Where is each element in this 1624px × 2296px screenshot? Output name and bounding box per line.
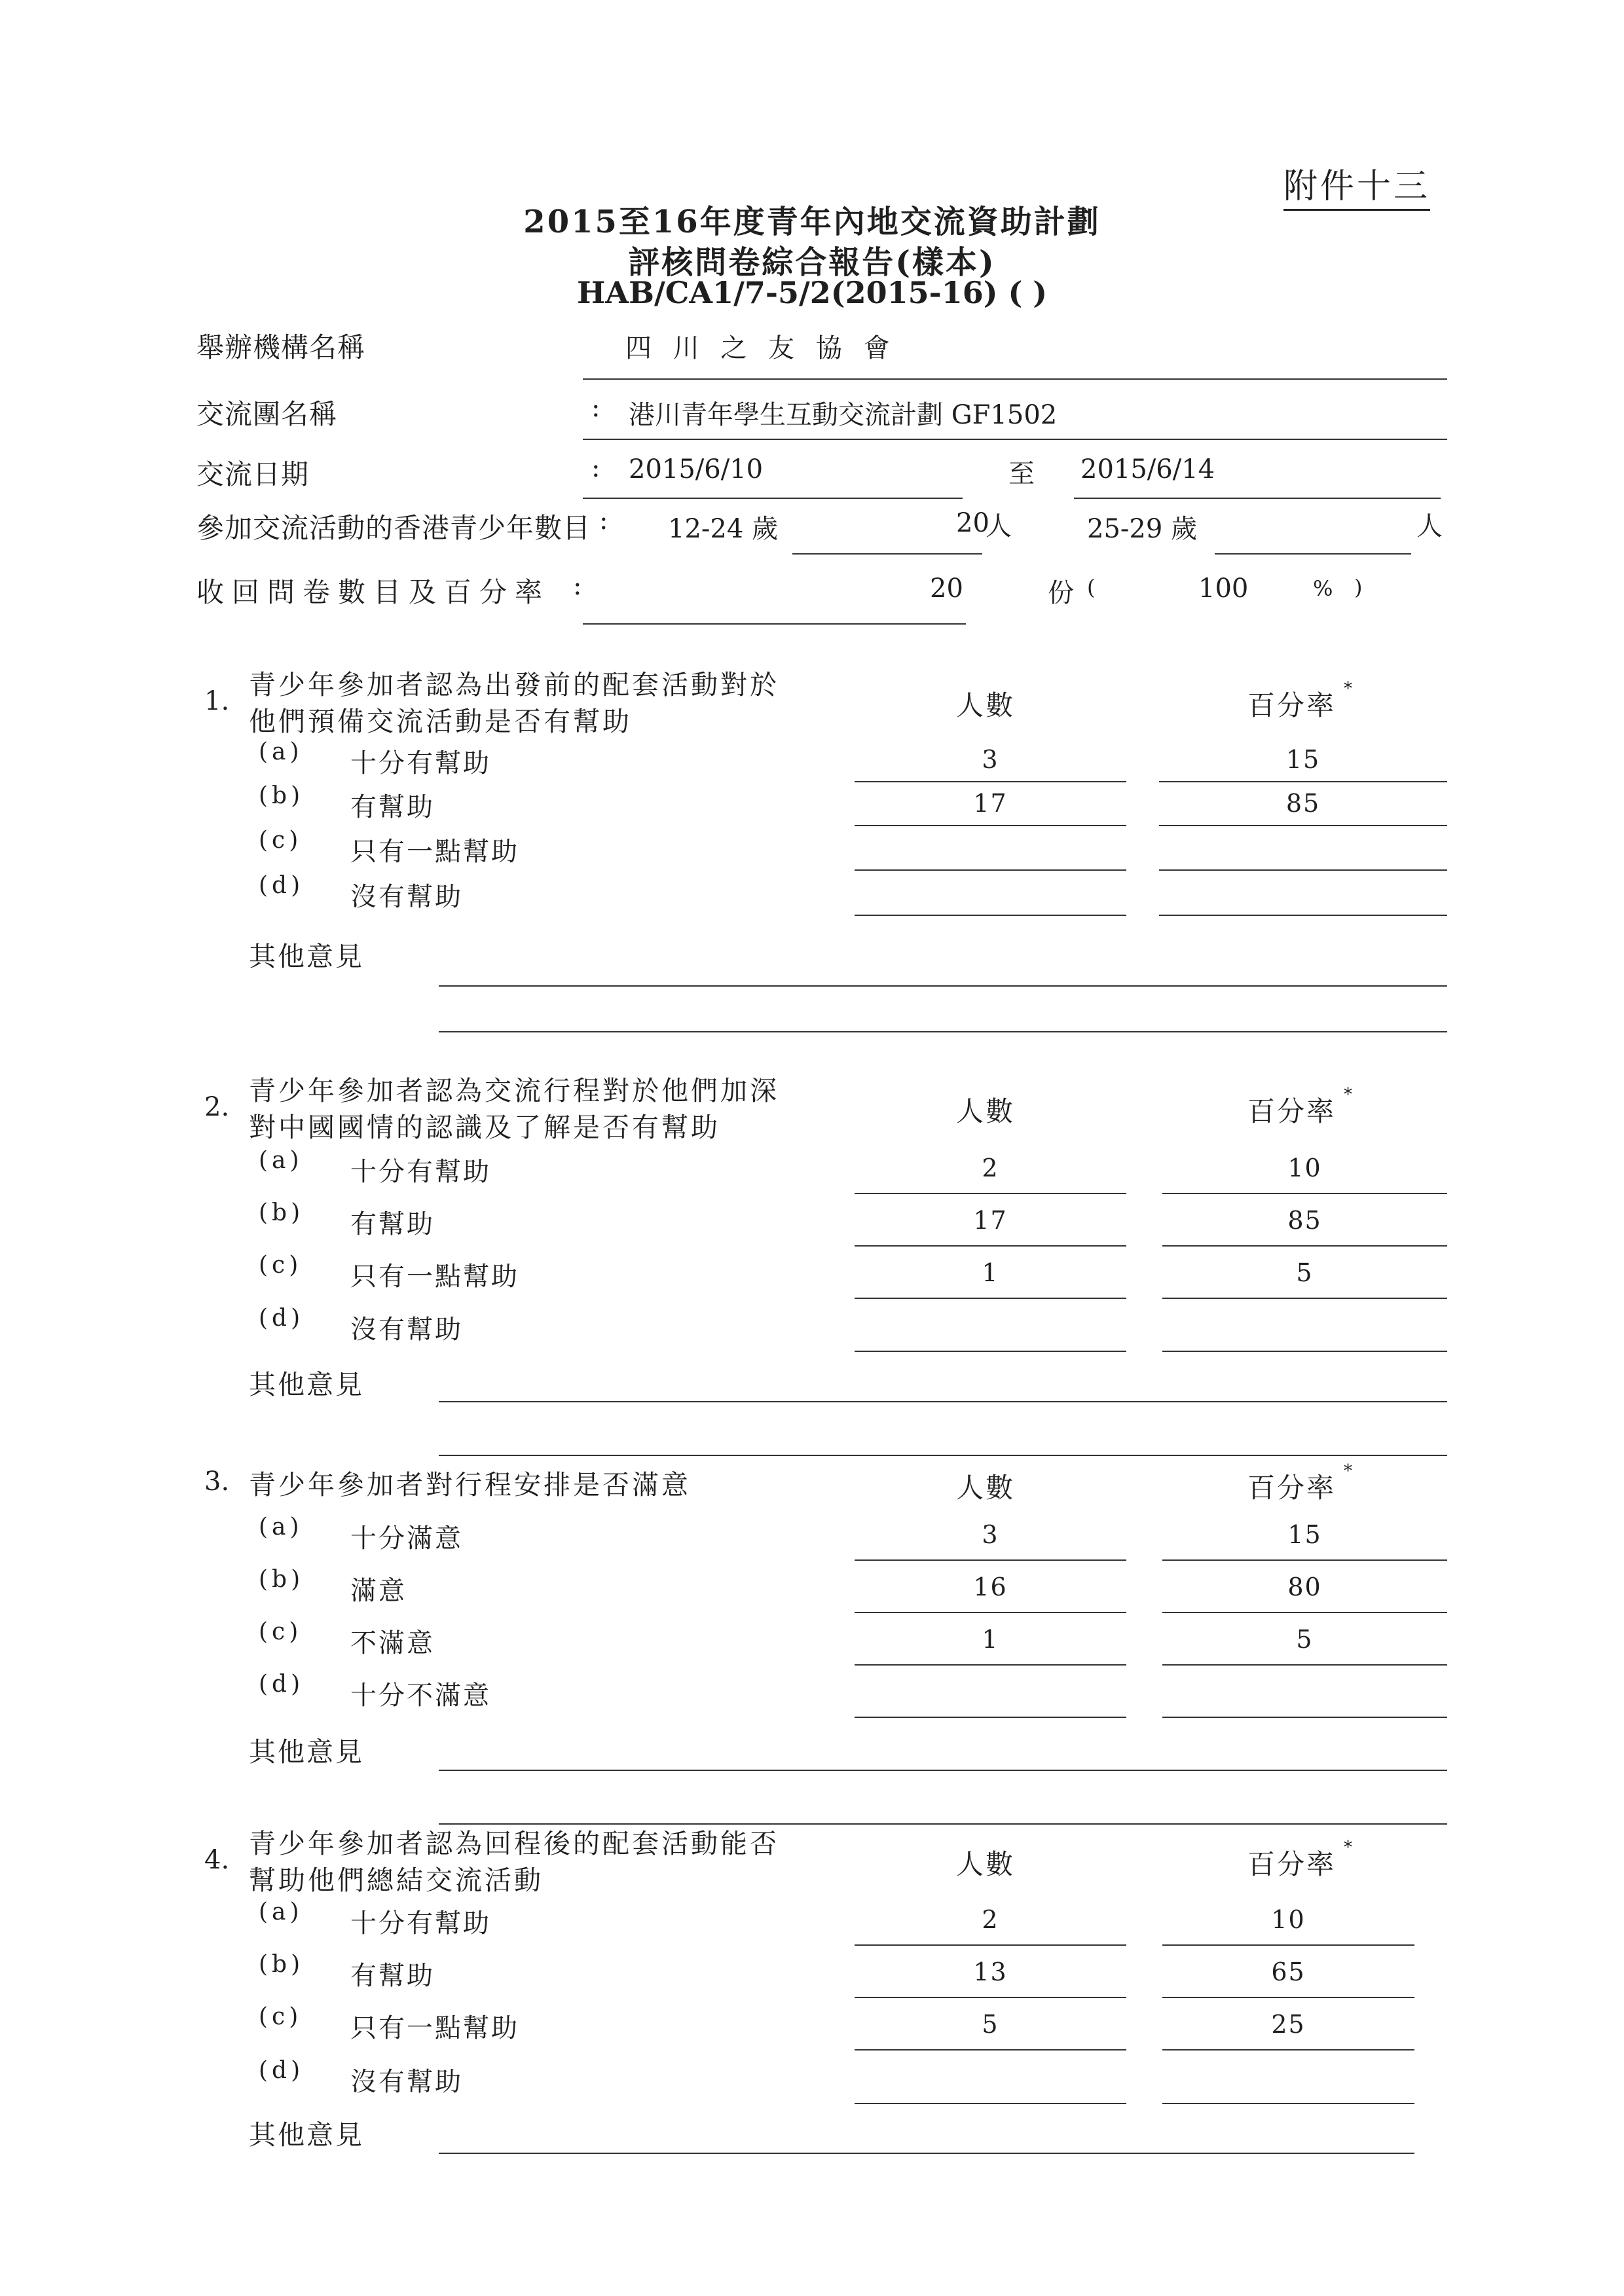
question-4-option-d-text: 沒有幫助 <box>350 2067 463 2097</box>
question-2-text-line-2: 對中國國情的認識及了解是否有幫助 <box>249 1112 720 1143</box>
question-1-percent-asterisk: * <box>1344 679 1354 699</box>
returned-unit: 份 <box>1048 578 1074 608</box>
question-4-option-b-count: 13 <box>973 1958 1008 1986</box>
question-1-option-a-percent-underline <box>1159 781 1447 782</box>
question-3-option-b-count-underline <box>855 1612 1126 1613</box>
annex-label: 附件十三 <box>1283 158 1430 211</box>
question-1-option-d-count-underline <box>855 915 1126 916</box>
question-1-option-b-text: 有幫助 <box>350 792 435 822</box>
question-2-option-b-text: 有幫助 <box>350 1209 435 1239</box>
question-2-other-comments-label: 其他意見 <box>249 1369 364 1400</box>
question-1-option-a-count-underline <box>855 781 1126 782</box>
participants-colon: : <box>599 505 608 536</box>
question-3-option-a-count-underline <box>855 1559 1126 1561</box>
question-1-option-b-percent: 85 <box>1285 789 1321 818</box>
question-3-option-a-count: 3 <box>982 1520 999 1549</box>
question-1-text-line-1: 青少年參加者認為出發前的配套活動對於 <box>249 669 779 701</box>
age-group-2-underline <box>1215 553 1411 555</box>
question-2-option-d-count-underline <box>855 1351 1126 1352</box>
question-3-option-c-count: 1 <box>982 1625 999 1654</box>
question-2-other-comments-line-2 <box>439 1455 1447 1456</box>
question-3-option-b-percent-underline <box>1162 1612 1447 1613</box>
question-1-other-comments-line-2 <box>439 1031 1447 1032</box>
question-3-option-a-label: (a) <box>259 1514 303 1540</box>
question-4-option-b-percent: 65 <box>1271 1958 1306 1986</box>
question-4-option-a-percent: 10 <box>1271 1905 1306 1934</box>
group-label: 交流團名稱 <box>196 398 338 430</box>
question-4-option-a-percent-underline <box>1162 1944 1414 1946</box>
question-2-option-c-count-underline <box>855 1298 1126 1299</box>
question-2-option-c-count: 1 <box>982 1258 999 1287</box>
group-value: 港川青年學生互動交流計劃 GF1502 <box>629 400 1058 430</box>
question-3-option-d-text: 十分不滿意 <box>350 1681 491 1711</box>
question-3-option-c-percent: 5 <box>1296 1625 1314 1654</box>
date-to: 2015/6/14 <box>1080 454 1215 484</box>
question-1-option-c-percent-underline <box>1159 869 1447 871</box>
question-4-option-d-label: (d) <box>259 2057 304 2084</box>
question-3-option-b-label: (b) <box>259 1566 304 1593</box>
title-line-1: 2015至16年度青年內地交流資助計劃 <box>523 204 1101 240</box>
question-1-count-header: 人數 <box>956 689 1016 721</box>
question-2-option-a-count-underline <box>855 1193 1126 1194</box>
question-4-option-c-count: 5 <box>982 2010 999 2039</box>
date-to-word: 至 <box>1008 459 1035 489</box>
question-2-other-comments-line-1 <box>439 1401 1447 1402</box>
question-3-text-line-1: 青少年參加者對行程安排是否滿意 <box>249 1469 691 1501</box>
question-3-option-d-percent-underline <box>1162 1717 1447 1718</box>
question-3-option-a-text: 十分滿意 <box>350 1523 463 1554</box>
question-2-option-a-text: 十分有幫助 <box>350 1157 491 1187</box>
question-2-number: 2. <box>204 1092 230 1122</box>
question-4-percent-asterisk: * <box>1344 1838 1354 1857</box>
question-2-option-d-text: 沒有幫助 <box>350 1315 463 1345</box>
age-group-2: 25-29 歲 <box>1087 514 1198 544</box>
question-2-option-c-label: (c) <box>259 1252 303 1279</box>
question-2-option-b-label: (b) <box>259 1199 304 1226</box>
question-1-option-c-count-underline <box>855 869 1126 871</box>
question-2-option-a-count: 2 <box>982 1154 999 1182</box>
question-3-option-a-percent: 15 <box>1287 1520 1322 1549</box>
question-2-text-line-1: 青少年參加者認為交流行程對於他們加深 <box>249 1075 779 1106</box>
question-1-option-d-text: 沒有幫助 <box>350 882 463 912</box>
question-3-option-d-count-underline <box>855 1717 1126 1718</box>
question-1-other-comments-label: 其他意見 <box>249 941 364 972</box>
returned-open-paren: ( <box>1087 575 1096 600</box>
question-2-option-b-count: 17 <box>973 1206 1008 1235</box>
question-3-other-comments-line-2 <box>439 1823 1447 1825</box>
question-3-count-header: 人數 <box>956 1472 1016 1504</box>
date-to-underline <box>1074 498 1441 499</box>
date-from: 2015/6/10 <box>629 454 764 484</box>
question-1-option-b-count-underline <box>855 825 1126 826</box>
question-2-option-a-label: (a) <box>259 1147 303 1174</box>
question-2-option-c-percent: 5 <box>1296 1258 1314 1287</box>
question-2-count-header: 人數 <box>956 1095 1016 1127</box>
returned-underline <box>583 623 966 625</box>
question-3-option-b-count: 16 <box>973 1573 1008 1601</box>
question-1-option-b-label: (b) <box>259 782 304 809</box>
question-3-option-c-label: (c) <box>259 1618 303 1645</box>
question-4-option-a-count-underline <box>855 1944 1126 1946</box>
question-3-other-comments-label: 其他意見 <box>249 1736 364 1768</box>
question-2-option-c-percent-underline <box>1162 1298 1447 1299</box>
question-4-option-d-percent-underline <box>1162 2103 1414 2104</box>
question-4-option-c-percent: 25 <box>1271 2010 1306 2039</box>
question-4-option-c-label: (c) <box>259 2003 303 2030</box>
question-2-option-d-label: (d) <box>259 1305 304 1332</box>
group-colon: : <box>591 393 600 423</box>
question-1-option-a-text: 十分有幫助 <box>350 748 491 778</box>
question-2-option-d-percent-underline <box>1162 1351 1447 1352</box>
question-4-option-c-percent-underline <box>1162 2049 1414 2050</box>
question-3-percent-header: 百分率 <box>1247 1472 1337 1504</box>
returned-label: 收回問卷數目及百分率 <box>196 576 551 608</box>
question-2-option-a-percent-underline <box>1162 1193 1447 1194</box>
question-1-option-d-percent-underline <box>1159 915 1447 916</box>
question-4-option-b-text: 有幫助 <box>350 1961 435 1991</box>
question-4-option-d-count-underline <box>855 2103 1126 2104</box>
date-label: 交流日期 <box>196 458 310 490</box>
question-1-option-a-label: (a) <box>259 738 303 765</box>
date-from-underline <box>583 498 963 499</box>
question-1-option-b-count: 17 <box>973 789 1008 818</box>
organizer-value: 四 川 之 友 協 會 <box>625 333 896 363</box>
question-1-option-c-text: 只有一點幫助 <box>350 837 519 867</box>
question-1-percent-header: 百分率 <box>1247 689 1337 721</box>
question-2-option-b-count-underline <box>855 1245 1126 1247</box>
question-3-option-c-count-underline <box>855 1664 1126 1666</box>
question-1-option-a-percent: 15 <box>1285 745 1321 774</box>
question-3-option-d-label: (d) <box>259 1671 304 1698</box>
question-1-option-c-label: (c) <box>259 827 303 854</box>
question-1-text-line-2: 他們預備交流活動是否有幫助 <box>249 706 632 737</box>
question-2-option-c-text: 只有一點幫助 <box>350 1262 519 1292</box>
question-4-option-a-text: 十分有幫助 <box>350 1908 491 1939</box>
returned-pct: 100 <box>1198 574 1249 604</box>
question-4-option-c-text: 只有一點幫助 <box>350 2013 519 2043</box>
question-1-option-a-count: 3 <box>982 745 999 774</box>
question-3-option-a-percent-underline <box>1162 1559 1447 1561</box>
question-2-option-b-percent: 85 <box>1287 1206 1322 1235</box>
age-group-1: 12-24 歲 <box>668 514 779 544</box>
question-3-number: 3. <box>204 1467 230 1497</box>
returned-close-paren: ) <box>1354 575 1363 600</box>
question-2-percent-header: 百分率 <box>1247 1095 1337 1127</box>
age-group-1-underline <box>792 553 982 555</box>
age-group-1-count: 20 <box>956 508 989 538</box>
question-3-other-comments-line-1 <box>439 1770 1447 1771</box>
question-4-other-comments-line-1 <box>439 2153 1414 2154</box>
question-1-option-d-label: (d) <box>259 872 304 899</box>
question-4-count-header: 人數 <box>956 1848 1016 1880</box>
title-line-2: 評核問卷綜合報告(樣本) <box>628 244 996 281</box>
question-4-number: 4. <box>204 1845 230 1875</box>
question-1-option-b-percent-underline <box>1159 825 1447 826</box>
group-underline <box>583 439 1447 440</box>
question-2-percent-asterisk: * <box>1344 1085 1354 1104</box>
returned-colon: : <box>573 571 582 601</box>
question-4-option-b-count-underline <box>855 1997 1126 1998</box>
question-4-option-a-label: (a) <box>259 1899 303 1925</box>
question-2-option-a-percent: 10 <box>1287 1154 1322 1182</box>
question-4-text-line-2: 幫助他們總結交流活動 <box>249 1865 544 1896</box>
returned-count: 20 <box>930 574 963 604</box>
title-line-3: HAB/CA1/7-5/2(2015-16) ( ) <box>576 275 1048 310</box>
question-4-option-c-count-underline <box>855 2049 1126 2050</box>
date-colon: : <box>591 453 600 483</box>
question-4-option-a-count: 2 <box>982 1905 999 1934</box>
participants-label: 參加交流活動的香港青少年數目 <box>196 512 591 544</box>
question-1-other-comments-line-1 <box>439 985 1447 987</box>
organizer-label: 舉辦機構名稱 <box>196 331 366 363</box>
question-3-option-c-text: 不滿意 <box>350 1628 435 1658</box>
question-3-percent-asterisk: * <box>1344 1461 1354 1481</box>
age-group-2-unit: 人 <box>1416 511 1443 541</box>
question-3-option-c-percent-underline <box>1162 1664 1447 1666</box>
returned-pct-sign: % <box>1313 576 1333 601</box>
question-2-option-b-percent-underline <box>1162 1245 1447 1247</box>
question-4-text-line-1: 青少年參加者認為回程後的配套活動能否 <box>249 1828 779 1859</box>
question-1-number: 1. <box>204 686 230 716</box>
age-group-1-unit: 人 <box>986 511 1012 541</box>
question-3-option-b-percent: 80 <box>1287 1573 1322 1601</box>
question-4-option-b-label: (b) <box>259 1951 304 1978</box>
question-4-other-comments-label: 其他意見 <box>249 2119 364 2151</box>
question-4-percent-header: 百分率 <box>1247 1848 1337 1880</box>
question-3-option-b-text: 滿意 <box>350 1576 407 1606</box>
question-4-option-b-percent-underline <box>1162 1997 1414 1998</box>
organizer-underline <box>583 378 1447 380</box>
